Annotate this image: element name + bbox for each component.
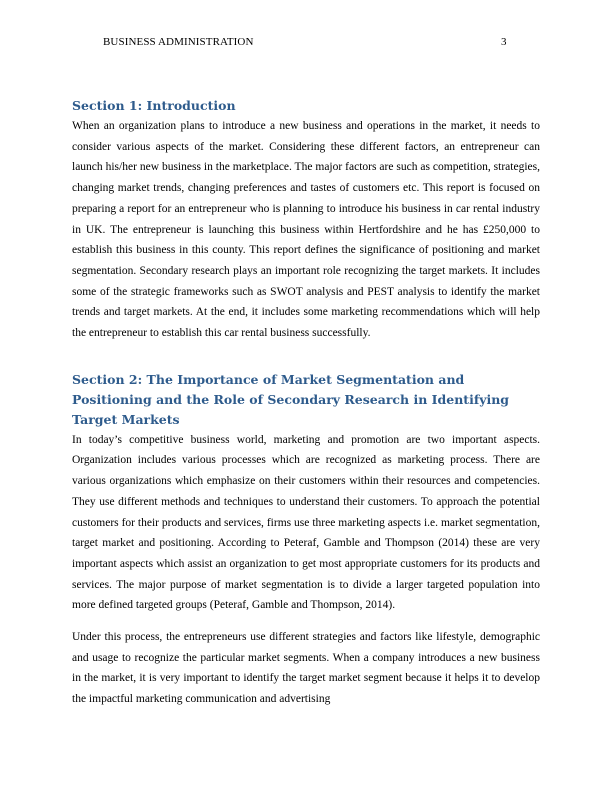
running-header-title: BUSINESS ADMINISTRATION	[103, 36, 254, 48]
section-2-heading: Section 2: The Importance of Market Segmentation and Positioning and the Role of Secondary Research in Identifying Target Markets	[72, 371, 510, 427]
section-1-paragraph: When an organization plans to introduce a new business and operations in the market, it needs to consider various aspects of the market. Considering these different factors, an entrepreneur can launch his/her new business in the marketplace. The major factors are such as competition, strategies, changing market trends, changing preferences and tastes of customers etc. This report is focused on preparing a report for an entrepreneur who is planning to introduce his business in car rental industry in UK. The entrepreneur is launching this business within Hertfordshire and he has £250,000 to establish this business in this county. This report defines the significance of positioning and market segmentation. Secondary research plays an important role recognizing the target markets. It includes some of the strategic frameworks such as SWOT analysis and PEST analysis to identify the market trends and target markets. At the end, it includes some marketing recommendations which will help the entrepreneur to establish this car rental business successfully.	[72, 120, 540, 340]
section-1-heading: Section 1: Introduction	[72, 98, 236, 113]
page-number: 3	[501, 36, 507, 48]
section-2-paragraph-2: Under this process, the entrepreneurs use different strategies and factors like lifestyle, demographic and usage to recognize the particular market segments. When a company introduces a new business in the market, it is very important to identify the target market segment because it helps it to develop the impactful marketing communication and advertising	[72, 631, 540, 706]
document-body	[72, 96, 540, 710]
section-2-paragraph-1: In today’s competitive business world, marketing and promotion are two important aspects. Organization includes various processes which are recognized as marketing process. There are various organizations which emphasize on their customers within their resources and competencies. They use different methods and techniques to understand their customers. To approach the potential customers for their products and services, firms use three marketing aspects i.e. market segmentation, target market and positioning. According to Peteraf, Gamble and Thompson (2014) these are very important aspects which assist an organization to get most appropriate customers for its products and services. The major purpose of market segmentation is to divide a larger targeted population into more defined targeted groups (Peteraf, Gamble and Thompson, 2014).	[72, 433, 540, 612]
